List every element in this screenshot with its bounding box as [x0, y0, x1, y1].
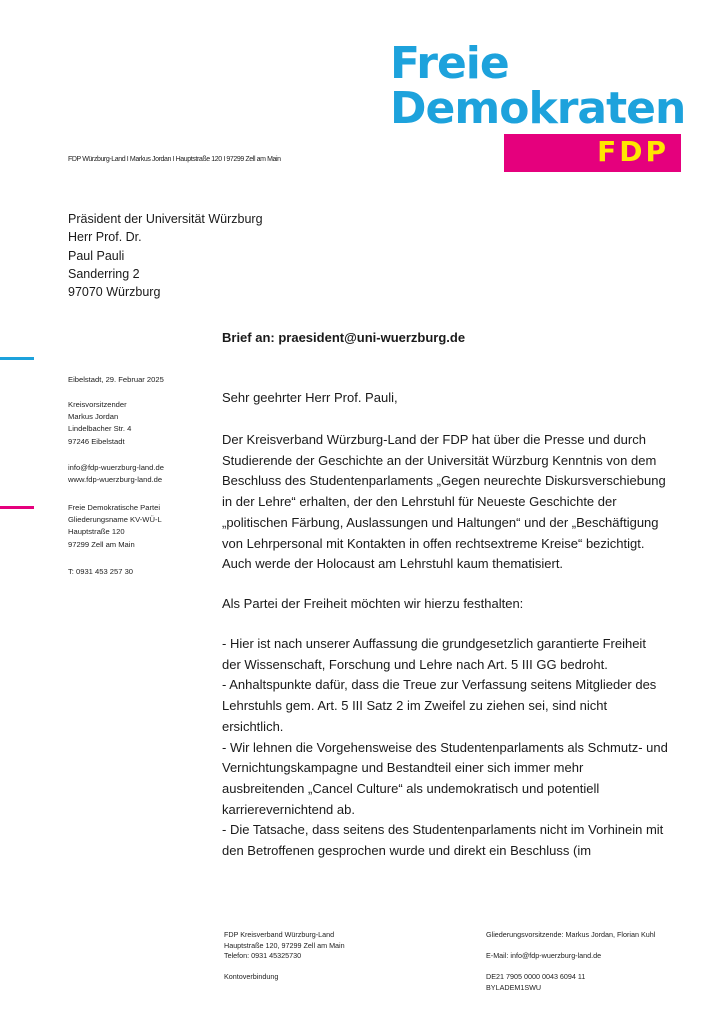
sidebar-line: Kreisvorsitzender	[68, 400, 127, 409]
body-line: ersichtlich.	[222, 718, 284, 734]
fold-marker-pink	[0, 506, 34, 509]
footer-line: Hauptstraße 120, 97299 Zell am Main	[224, 940, 345, 950]
body-line: Vernichtungskampagne und Bestandteil einer sich immer mehr	[222, 760, 584, 776]
body-line: Studierende der Geschichte an der Universität Würzburg Kenntnis von dem	[222, 452, 657, 468]
footer-iban: DE21 7905 0000 0043 6094 11	[486, 972, 586, 981]
logo-fdp-text: FDP	[597, 135, 669, 168]
footer-address	[224, 930, 345, 962]
sidebar-line: Markus Jordan	[68, 412, 119, 422]
recipient-line: Sanderring 2	[68, 266, 140, 281]
body-line: Lehrstuhls gem. Art. 5 III Satz 2 im Zweifel zu ziehen sei, sind nicht	[222, 698, 608, 714]
fold-marker-blue	[0, 357, 34, 360]
body-line: ausbreitenden „Cancel Culture“ als undemokratisch und potentiell	[222, 780, 600, 796]
footer-bank-label: Kontoverbindung	[224, 972, 279, 981]
body-line: Auch werde der Holocaust am Lehrstuhl kaum thematisiert.	[222, 556, 564, 572]
logo-fdp-badge	[504, 134, 681, 172]
sidebar-line: 97299 Zell am Main	[68, 539, 135, 549]
sidebar-email[interactable]: info@fdp-wuerzburg-land.de	[68, 463, 164, 472]
footer-bic: BYLADEM1SWU	[486, 982, 542, 992]
paragraph-2	[222, 594, 692, 615]
body-line: „politischen Färbung, Auslassungen und Haltungen“ und der „Beschäftigung	[222, 514, 659, 530]
salutation: Sehr geehrter Herr Prof. Pauli,	[222, 390, 398, 405]
sidebar-line: Hauptstraße 120	[68, 527, 125, 537]
footer-email[interactable]: E-Mail: info@fdp-wuerzburg-land.de	[486, 951, 602, 960]
sidebar-phone: T: 0931 453 257 30	[68, 567, 134, 576]
body-line: karrierevernichtend ab.	[222, 801, 355, 817]
subject-heading: Brief an: praesident@uni-wuerzburg.de	[222, 330, 466, 345]
footer-chairs: Gliederungsvorsitzende: Markus Jordan, Florian Kuhl	[486, 930, 656, 939]
sidebar-line: Lindelbacher Str. 4	[68, 424, 132, 434]
recipient-line: 97070 Würzburg	[68, 285, 161, 300]
body-line: der Wissenschaft, Forschung und Lehre nach Art. 5 III GG bedroht.	[222, 656, 608, 672]
sidebar-online	[68, 462, 164, 486]
sidebar-line: Gliederungsname KV-WÜ-L	[68, 515, 162, 525]
logo-demokraten: Demokraten	[390, 83, 686, 134]
footer-line: FDP Kreisverband Würzburg-Land	[224, 930, 335, 939]
footer-bank-details	[486, 972, 585, 993]
paragraph-1	[222, 430, 692, 575]
sidebar-date: Eibelstadt, 29. Februar 2025	[68, 375, 164, 384]
recipient-line: Paul Pauli	[68, 248, 125, 263]
body-line: - Wir lehnen die Vorgehensweise des Studentenparlaments als Schmutz- und	[222, 739, 668, 755]
body-line: - Anhaltspunkte dafür, dass die Treue zur Verfassung seitens Mitglieder des	[222, 677, 657, 693]
sidebar-line: Freie Demokratische Partei	[68, 503, 161, 512]
sidebar-website[interactable]: www.fdp-wuerzburg-land.de	[68, 475, 163, 485]
body-line: in der Lehre“ erhalten, der den Lehrstuhl für Neueste Geschichte der	[222, 494, 617, 510]
footer-line: Telefon: 0931 45325730	[224, 951, 302, 960]
sidebar-contact	[68, 399, 131, 448]
body-line: - Die Tatsache, dass seitens des Studentenparlaments nicht im Vorhinein mit	[222, 822, 664, 838]
sidebar-party	[68, 502, 162, 551]
body-line: - Hier ist nach unserer Auffassung die grundgesetzlich garantierte Freiheit	[222, 636, 646, 651]
sidebar-line: 97246 Eibelstadt	[68, 436, 125, 446]
points-list	[222, 634, 692, 862]
recipient-line: Präsident der Universität Würzburg	[68, 212, 263, 226]
recipient-address	[68, 210, 263, 301]
logo-freie: Freie	[390, 38, 509, 89]
body-line: den Betroffenen gesprochen wurde und direkt ein Beschluss (im	[222, 843, 592, 859]
body-line: von Lehrpersonal mit Kontakten in offen rechtsextreme Kreise“ bezichtigt.	[222, 535, 645, 551]
recipient-line: Herr Prof. Dr.	[68, 230, 142, 245]
body-line: Beschluss des Studentenparlaments „Gegen neurechte Diskursverschiebung	[222, 473, 666, 489]
body-line: Als Partei der Freiheit möchten wir hierzu festhalten:	[222, 596, 524, 611]
body-line: Der Kreisverband Würzburg-Land der FDP hat über die Presse und durch	[222, 432, 646, 447]
sender-return-address: FDP Würzburg-Land I Markus Jordan I Hauptstraße 120 I 97299 Zell am Main	[68, 156, 281, 163]
